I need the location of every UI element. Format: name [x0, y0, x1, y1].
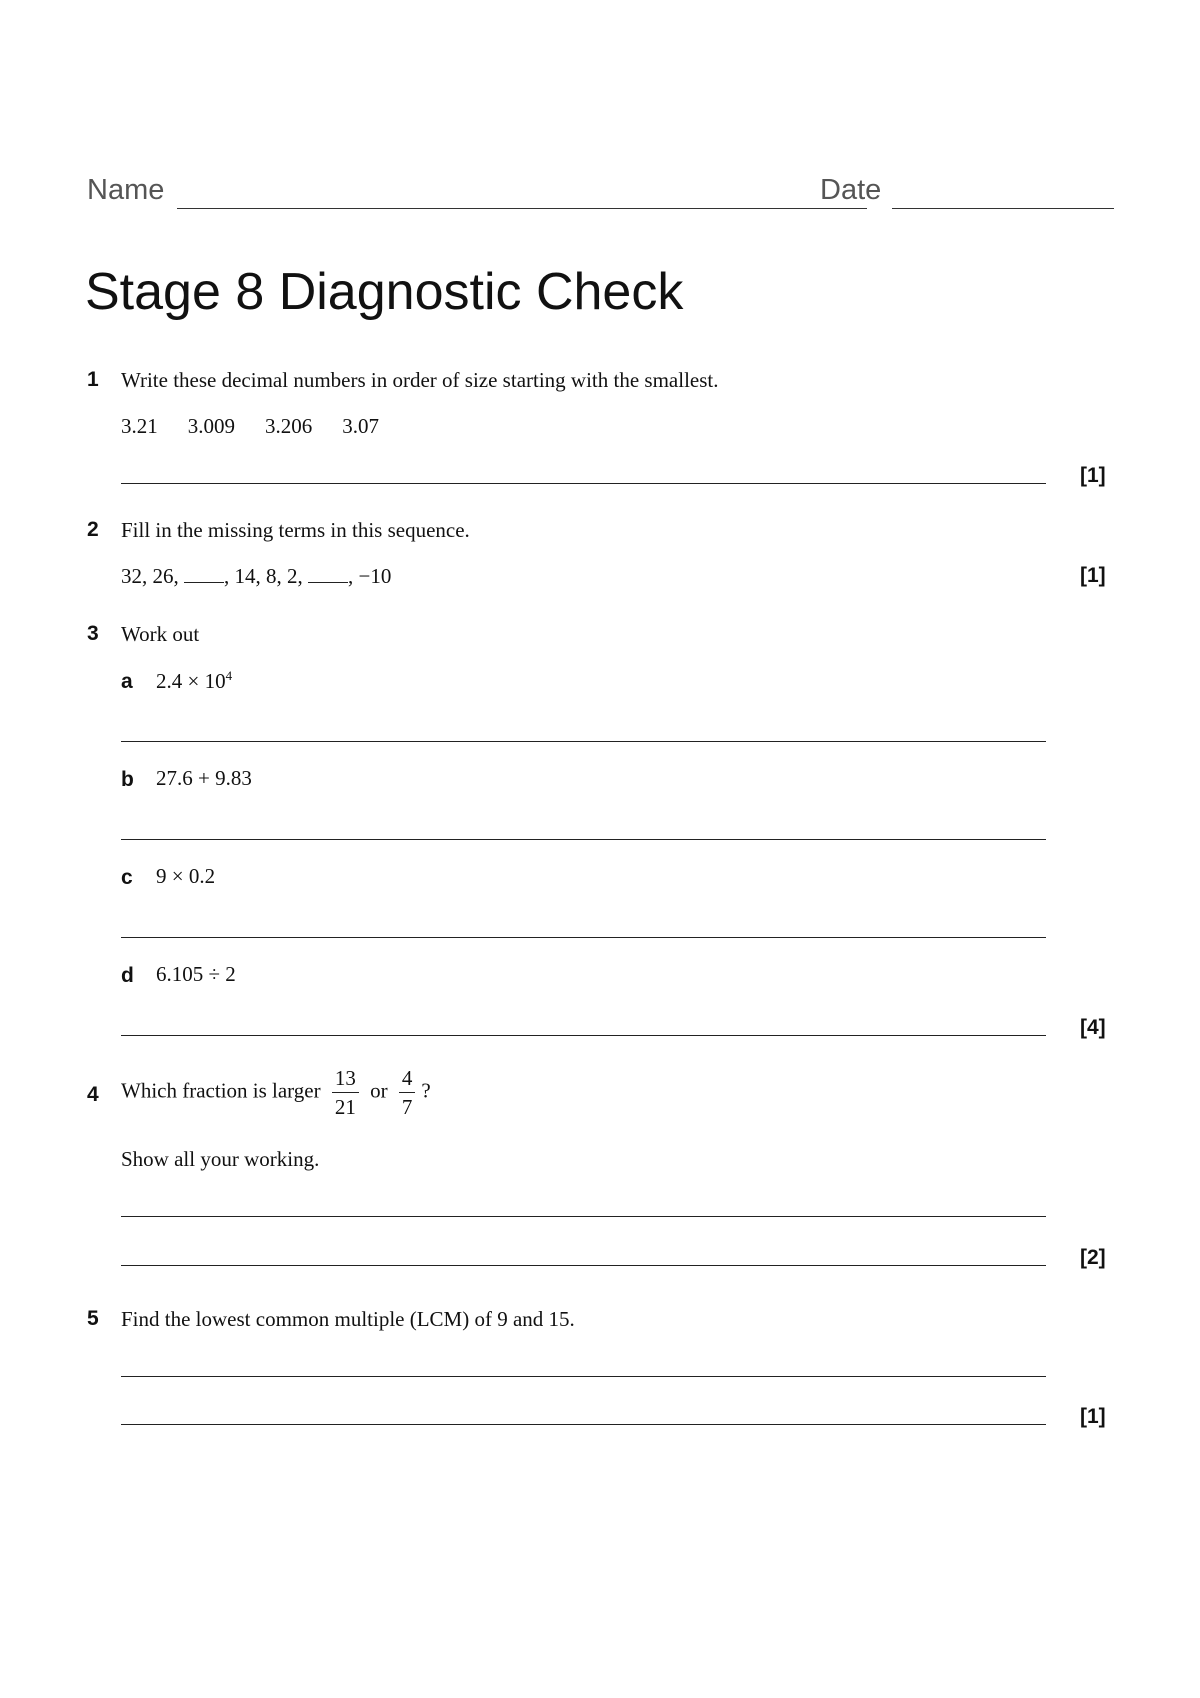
question-1-mark: [1]	[1080, 464, 1106, 487]
part-b-expression: 27.6 + 9.83	[156, 766, 252, 790]
question-1-number: 1	[87, 368, 99, 391]
answer-line-4a[interactable]	[121, 1216, 1046, 1217]
answer-line-3a[interactable]	[121, 741, 1046, 742]
question-4-prompt: Which fraction is larger	[121, 1078, 321, 1103]
fraction-4-7	[399, 1066, 416, 1119]
value-item: 3.206	[265, 414, 313, 438]
fraction-numerator: 13	[332, 1066, 359, 1093]
fraction-13-21	[332, 1066, 359, 1119]
or-word: or	[370, 1078, 388, 1103]
name-label: Name	[87, 174, 165, 206]
sequence-part: , 14, 8, 2,	[224, 564, 303, 588]
question-mark: ?	[421, 1078, 431, 1103]
header	[87, 170, 1117, 220]
question-3-text: Work out	[121, 622, 200, 646]
sequence-part: 32, 26,	[121, 564, 179, 588]
part-d-expression: 6.105 ÷ 2	[156, 962, 236, 986]
question-2-number: 2	[87, 518, 99, 541]
question-1-text: Write these decimal numbers in order of size starting with the smallest.	[121, 368, 719, 392]
fraction-denominator: 7	[401, 1095, 413, 1119]
sequence-blank[interactable]	[184, 568, 224, 583]
page-title: Stage 8 Diagnostic Check	[85, 263, 684, 321]
value-item: 3.009	[187, 414, 235, 438]
part-a-expression	[156, 668, 232, 694]
part-a-label: a	[121, 670, 133, 693]
name-field[interactable]	[177, 208, 867, 209]
value-item: 3.07	[342, 414, 379, 438]
question-2-text: Fill in the missing terms in this sequence.	[121, 518, 470, 542]
part-c-label: c	[121, 866, 133, 889]
question-4-mark: [2]	[1080, 1246, 1106, 1269]
question-5-number: 5	[87, 1307, 99, 1330]
question-5-mark: [1]	[1080, 1405, 1106, 1428]
sequence-blank[interactable]	[308, 568, 348, 583]
expression-text: 2.4 × 10	[156, 669, 226, 693]
question-4-text	[121, 1066, 431, 1119]
fraction-numerator: 4	[399, 1066, 416, 1093]
sequence-part: , −10	[348, 564, 392, 588]
value-item: 3.21	[121, 414, 158, 438]
answer-line-5b[interactable]	[121, 1424, 1046, 1425]
question-2-mark: [1]	[1080, 564, 1106, 587]
exponent: 4	[225, 668, 233, 683]
answer-line-3d[interactable]	[121, 1035, 1046, 1036]
answer-line-3b[interactable]	[121, 839, 1046, 840]
part-d-label: d	[121, 964, 134, 987]
question-3-number: 3	[87, 622, 99, 645]
question-4-instruction: Show all your working.	[121, 1147, 320, 1171]
answer-line-4b[interactable]	[121, 1265, 1046, 1266]
question-4-number: 4	[87, 1083, 99, 1106]
question-2-sequence	[121, 564, 391, 589]
answer-line-5a[interactable]	[121, 1376, 1046, 1377]
date-label: Date	[820, 174, 882, 206]
part-b-label: b	[121, 768, 134, 791]
question-1-values	[121, 414, 409, 439]
fraction-denominator: 21	[334, 1095, 356, 1119]
answer-line-3c[interactable]	[121, 937, 1046, 938]
date-field[interactable]	[892, 208, 1114, 209]
question-5-text: Find the lowest common multiple (LCM) of 9 and 15.	[121, 1307, 575, 1331]
question-3-mark: [4]	[1080, 1016, 1106, 1039]
part-c-expression: 9 × 0.2	[156, 864, 216, 888]
answer-line-1[interactable]	[121, 483, 1046, 484]
